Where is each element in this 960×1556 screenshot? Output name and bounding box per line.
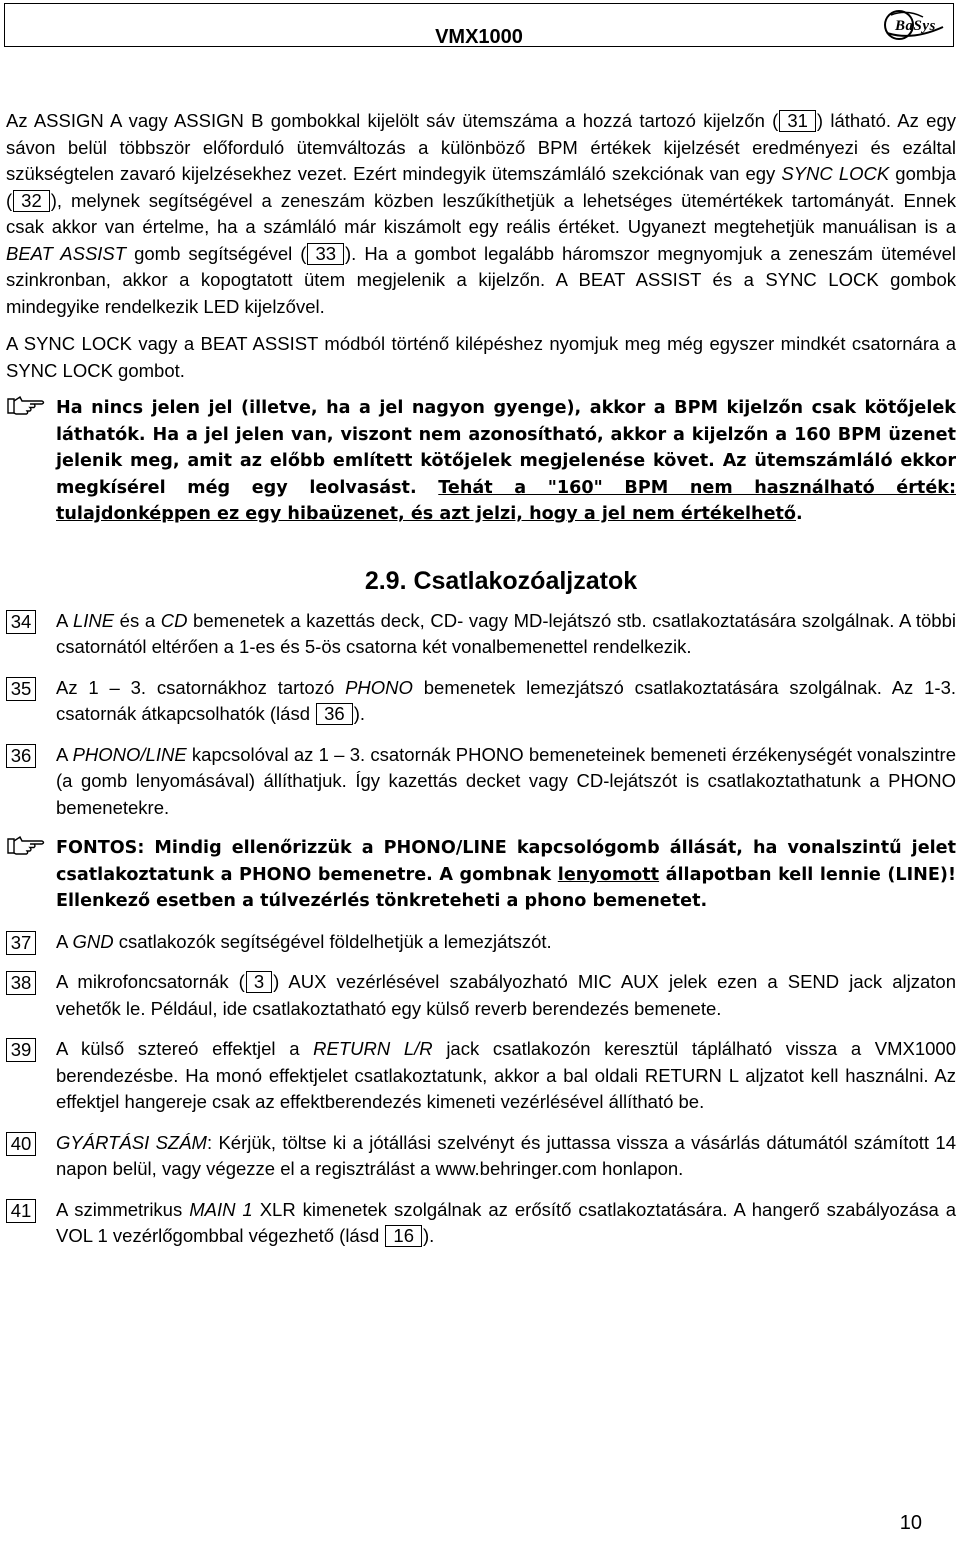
intro-paragraph-2: A SYNC LOCK vagy a BEAT ASSIST módból történő kilépéshez nyomjuk meg még egyszer mindkét csatornára a SYNC LOCK gombot.	[6, 333, 956, 381]
page-header	[4, 3, 954, 47]
item-number: 39	[6, 1038, 36, 1062]
pointing-hand-icon	[6, 393, 46, 417]
ref-box: 36	[316, 703, 353, 725]
page-content	[6, 108, 956, 1264]
item-37: 37 A GND csatlakozók segítségével földelhetjük a lemezjátszót.	[6, 929, 956, 956]
document-title: VMX1000	[435, 26, 523, 48]
logo-text: BaSys	[895, 18, 936, 34]
ref-box: 32	[13, 190, 50, 212]
page-number: 10	[899, 1512, 922, 1534]
item-41: 41 A szimmetrikus MAIN 1 XLR kimenetek szolgálnak az erősítő csatlakoztatására. A hangerő szabályozása a VOL 1 vezérlőgombbal végezhető (lásd 16 ).	[6, 1197, 956, 1250]
item-number: 35	[6, 677, 36, 701]
item-39: 39 A külső sztereó effektjel a RETURN L/R jack csatlakozón keresztül táplálható vissza a VMX1000 berendezésbe. Ha monó effektjelet csatlakoztatunk, akkor a bal oldali RETURN L aljzatot kell használni. Az effektjel hangereje csak az effektberendezés kimeneti vezérlésével állítható be.	[6, 1036, 956, 1116]
ref-box: 33	[307, 243, 344, 265]
item-number: 41	[6, 1199, 36, 1223]
item-number: 38	[6, 971, 36, 995]
note-bpm: Ha nincs jelen jel (illetve, ha a jel nagyon gyenge), akkor a BPM kijelzőn csak kötőjelek láthatók. Ha a jel jelen van, viszont nem azonosítható, akkor a kijelzőn a 160 BPM üzenet jelenik meg, amit az előbb említett kötőjelek megjelenése követ. Az ütemszámláló ekkor megkísérel még egy leolvasást. Tehát a "160" BPM nem használható érték: tulajdonképpen ez egy hibaüzenet, és azt jelzi, hogy a jel nem értékelhető.	[6, 395, 956, 528]
note-phono-line: FONTOS: Mindig ellenőrizzük a PHONO/LINE kapcsológomb állását, ha vonalszintű jelet csatlakoztatunk a PHONO bemenetre. A gombnak lenyomott állapotban kell lennie (LINE)! Ellenkező esetben a túlvezérlés tönkreteheti a phono bemenetet.	[6, 835, 956, 915]
pointing-hand-icon	[6, 833, 46, 857]
item-38: 38 A mikrofoncsatornák ( 3 ) AUX vezérlésével szabályozható MIC AUX jelek ezen a SEND jack aljzaton vehetők le. Például, ide csatlakoztatható egy külső reverb berendezés bemenete.	[6, 969, 956, 1022]
item-34: 34 A LINE és a CD bemenetek a kazettás deck, CD- vagy MD-lejátszó stb. csatlakoztatására szolgálnak. A többi csatornától eltérően a 1-es és 5-ös csatorna két vonalbemenettel rendelkezik.	[6, 608, 956, 661]
item-number: 37	[6, 931, 36, 955]
ref-box: 16	[385, 1225, 422, 1247]
item-number: 40	[6, 1132, 36, 1156]
item-40: 40 GYÁRTÁSI SZÁM: Kérjük, töltse ki a jótállási szelvényt és juttassa vissza a vásárlás dátumától számított 14 napon belül, vagy végezze el a regisztrálást a www.behringer.com honlapon.	[6, 1130, 956, 1183]
item-35: 35 Az 1 – 3. csatornákhoz tartozó PHONO bemenetek lemezjátszó csatlakoztatására szolgálnak. Az 1-3. csatornák átkapcsolhatók (lásd 36 ).	[6, 675, 956, 728]
ref-box: 3	[246, 971, 272, 993]
ref-box: 31	[779, 110, 816, 132]
item-number: 36	[6, 744, 36, 768]
intro-paragraph-1: Az ASSIGN A vagy ASSIGN B gombokkal kijelölt sáv ütemszáma a hozzá tartozó kijelzőn ( 31 ) látható. Az egy sávon belül többször előforduló ütemváltozás a különböző BPM értékek kijelzését eredményezi és ezáltal szükségtelen zavaró kijelzésekhez vezet. Ezért mindegyik ütemszámláló szekciónak van egy SYNC LOCK gombja ( 32 ), melynek segítségével a zeneszám közben leszűkíthetjük a lehetséges ütemértékek tartományát. Ennek csak akkor van értelme, ha a számláló már kiszámolt egy reális értéket. Ugyanezt megtehetjük manuálisan is a BEAT ASSIST gomb segítségével ( 33 ). Ha a gombot legalább háromszor megnyomjuk a zeneszám ütemével szinkronban, akkor a kopogtatott ütem megjelenik a kijelzőn. A BEAT ASSIST és a SYNC LOCK gombok mindegyike rendelkezik LED kijelzővel.	[6, 110, 956, 317]
item-number: 34	[6, 610, 36, 634]
item-36: 36 A PHONO/LINE kapcsolóval az 1 – 3. csatornák PHONO bemeneteinek bemeneti érzékenységét vonalszintre (a gomb lenyomásával) állíthatjuk. Így kazettás decket vagy CD-lejátszót is csatlakoztathatunk a PHONO bemenetekre.	[6, 742, 956, 822]
section-heading: 2.9. Csatlakozóaljzatok	[364, 566, 638, 595]
basys-logo	[877, 7, 947, 43]
